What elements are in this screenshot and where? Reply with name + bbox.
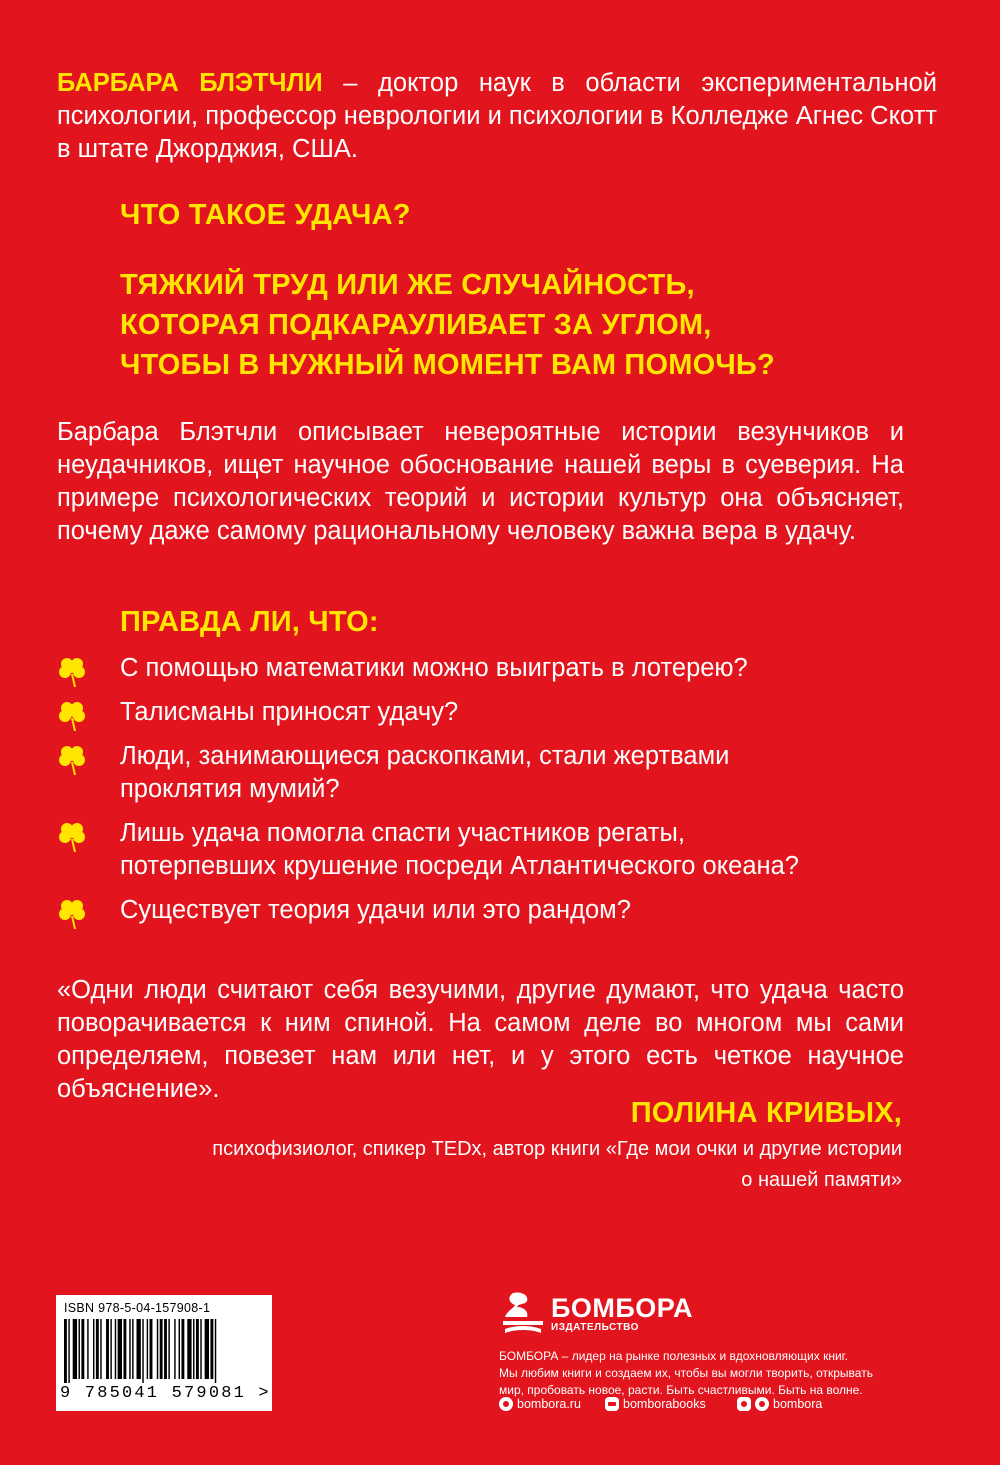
- social-label: bomborabooks: [623, 1397, 706, 1411]
- vk-icon: [605, 1397, 619, 1411]
- list-item-text: Люди, занимающиеся раскопками, стали жертвами: [120, 742, 730, 770]
- barcode-bar: [164, 1319, 167, 1379]
- list-item: [57, 894, 917, 927]
- barcode-bar: [81, 1319, 84, 1379]
- quote-author-name: ПОЛИНА КРИВЫХ,: [630, 1097, 902, 1129]
- question-line: КОТОРАЯ ПОДКАРАУЛИВАЕТ ЗА УГЛОМ,: [120, 309, 712, 341]
- barcode-bar: [118, 1319, 122, 1379]
- list-item: [57, 652, 917, 685]
- barcode-bar: [150, 1319, 153, 1379]
- question-hard-work: [120, 265, 775, 385]
- author-name: БАРБАРА БЛЭТЧЛИ: [57, 69, 323, 97]
- barcode-bar: [132, 1319, 133, 1379]
- social-vk[interactable]: [605, 1397, 706, 1411]
- barcode-bar: [137, 1319, 141, 1379]
- bombora-logo-icon: [499, 1289, 547, 1339]
- publisher-desc-line: БОМБОРА – лидер на рынке полезных и вдохновляющих книг.: [499, 1349, 848, 1363]
- is-it-true-heading: ПРАВДА ЛИ, ЧТО:: [120, 606, 379, 638]
- barcode-bar: [96, 1319, 99, 1379]
- barcode-digits: 9 785041 579081 >: [60, 1384, 271, 1403]
- publisher-desc-line: Мы любим книги и создаем их, чтобы вы могли творить, открывать: [499, 1366, 873, 1380]
- list-item-text: проклятия мумий?: [120, 775, 340, 803]
- list-item-text: потерпевших крушение посреди Атлантического океана?: [120, 852, 799, 880]
- social-site[interactable]: [499, 1397, 581, 1411]
- quote-author-description: психофизиолог, спикер TEDx, автор книги «Где мои очки и другие истории о нашей памяти»: [212, 1138, 902, 1191]
- list-item-text: С помощью математики можно выиграть в лотерею?: [120, 654, 748, 682]
- barcode-bar: [110, 1319, 111, 1379]
- barcode-bar: [200, 1319, 201, 1379]
- barcode-bar: [115, 1319, 116, 1379]
- barcode-bar: [93, 1319, 94, 1379]
- social-youtube-telegram[interactable]: [737, 1397, 822, 1411]
- barcode-bar: [68, 1319, 69, 1383]
- question-line: ТЯЖКИЙ ТРУД ИЛИ ЖЕ СЛУЧАЙНОСТЬ,: [120, 269, 695, 301]
- publisher-desc-line: мир, пробовать новое, расти. Быть счастливыми. Быть на волне.: [499, 1383, 863, 1397]
- clover-icon: [57, 820, 87, 854]
- youtube-icon: [737, 1397, 751, 1411]
- barcode-bar: [79, 1319, 80, 1379]
- clover-icon: [57, 743, 87, 777]
- isbn-barcode: [56, 1295, 272, 1411]
- barcode-bar: [64, 1319, 67, 1383]
- barcode-bar: [157, 1319, 158, 1379]
- social-label: bombora.ru: [517, 1397, 581, 1411]
- barcode-bar: [106, 1319, 109, 1379]
- barcode-bar: [160, 1319, 163, 1379]
- barcode-bar: [210, 1319, 213, 1379]
- list-item-text: Талисманы приносят удачу?: [120, 698, 459, 726]
- list-item: [57, 740, 917, 806]
- list-item: [57, 696, 917, 729]
- clover-icon: [57, 699, 87, 733]
- is-it-true-list: [57, 652, 917, 938]
- barcode-bar: [129, 1319, 130, 1379]
- telegram-icon: [755, 1397, 769, 1411]
- question-what-is-luck: ЧТО ТАКОЕ УДАЧА?: [120, 199, 411, 231]
- list-item-text: Существует теория удачи или это рандом?: [120, 896, 631, 924]
- clover-icon: [57, 897, 87, 931]
- barcode-bar: [87, 1319, 88, 1379]
- social-label: bombora: [773, 1397, 823, 1411]
- barcode-bar: [142, 1319, 143, 1383]
- barcode-bar: [174, 1319, 175, 1379]
- book-description: Барбара Блэтчли описывает невероятные истории везунчиков и неудачников, ищет научное обоснование нашей веры в суеверия. На примере психологических теорий и истории культур она объясняет, почему даже самому рациональному человеку важна вера в удачу.: [57, 418, 904, 545]
- barcode-bar: [215, 1319, 216, 1383]
- barcode-bar: [181, 1319, 184, 1379]
- isbn-text: ISBN 978-5-04-157908-1: [64, 1301, 211, 1315]
- list-item-text: Лишь удача помогла спасти участников регаты,: [120, 819, 685, 847]
- barcode-bar: [179, 1319, 180, 1379]
- publisher-logo: [499, 1289, 693, 1339]
- list-item: [57, 817, 917, 883]
- publisher-name: БОМБОРА: [551, 1293, 693, 1323]
- author-bio: [57, 67, 937, 166]
- barcode-bar: [193, 1319, 194, 1379]
- instagram-icon: [499, 1397, 513, 1411]
- barcode-bar: [168, 1319, 169, 1379]
- barcode-bar: [187, 1319, 191, 1379]
- barcode-bar: [147, 1319, 148, 1379]
- publisher-socials: [499, 1397, 919, 1415]
- review-quote: «Одни люди считают себя везучими, другие думают, что удача часто поворачивается к ним спиной. На самом деле во многом мы сами определяем, повезет нам или нет, и у этого есть четкое научное объяснение».: [57, 976, 904, 1103]
- barcode-bar: [196, 1319, 199, 1379]
- publisher-description: [499, 1348, 919, 1399]
- author-bio-text: – доктор наук в области экспериментальной психологии, профессор неврологии и психологии в Колледже Агнес Скотт в штате Джорджия, США.: [57, 69, 937, 163]
- barcode-icon: [64, 1319, 264, 1383]
- barcode-bar: [123, 1319, 126, 1379]
- publisher-sub: ИЗДАТЕЛЬСТВО: [551, 1322, 639, 1333]
- barcode-bar: [100, 1319, 101, 1379]
- barcode-bar: [205, 1319, 209, 1379]
- barcode-bar: [73, 1319, 77, 1379]
- question-line: ЧТОБЫ В НУЖНЫЙ МОМЕНТ ВАМ ПОМОЧЬ?: [120, 349, 775, 381]
- clover-icon: [57, 655, 87, 689]
